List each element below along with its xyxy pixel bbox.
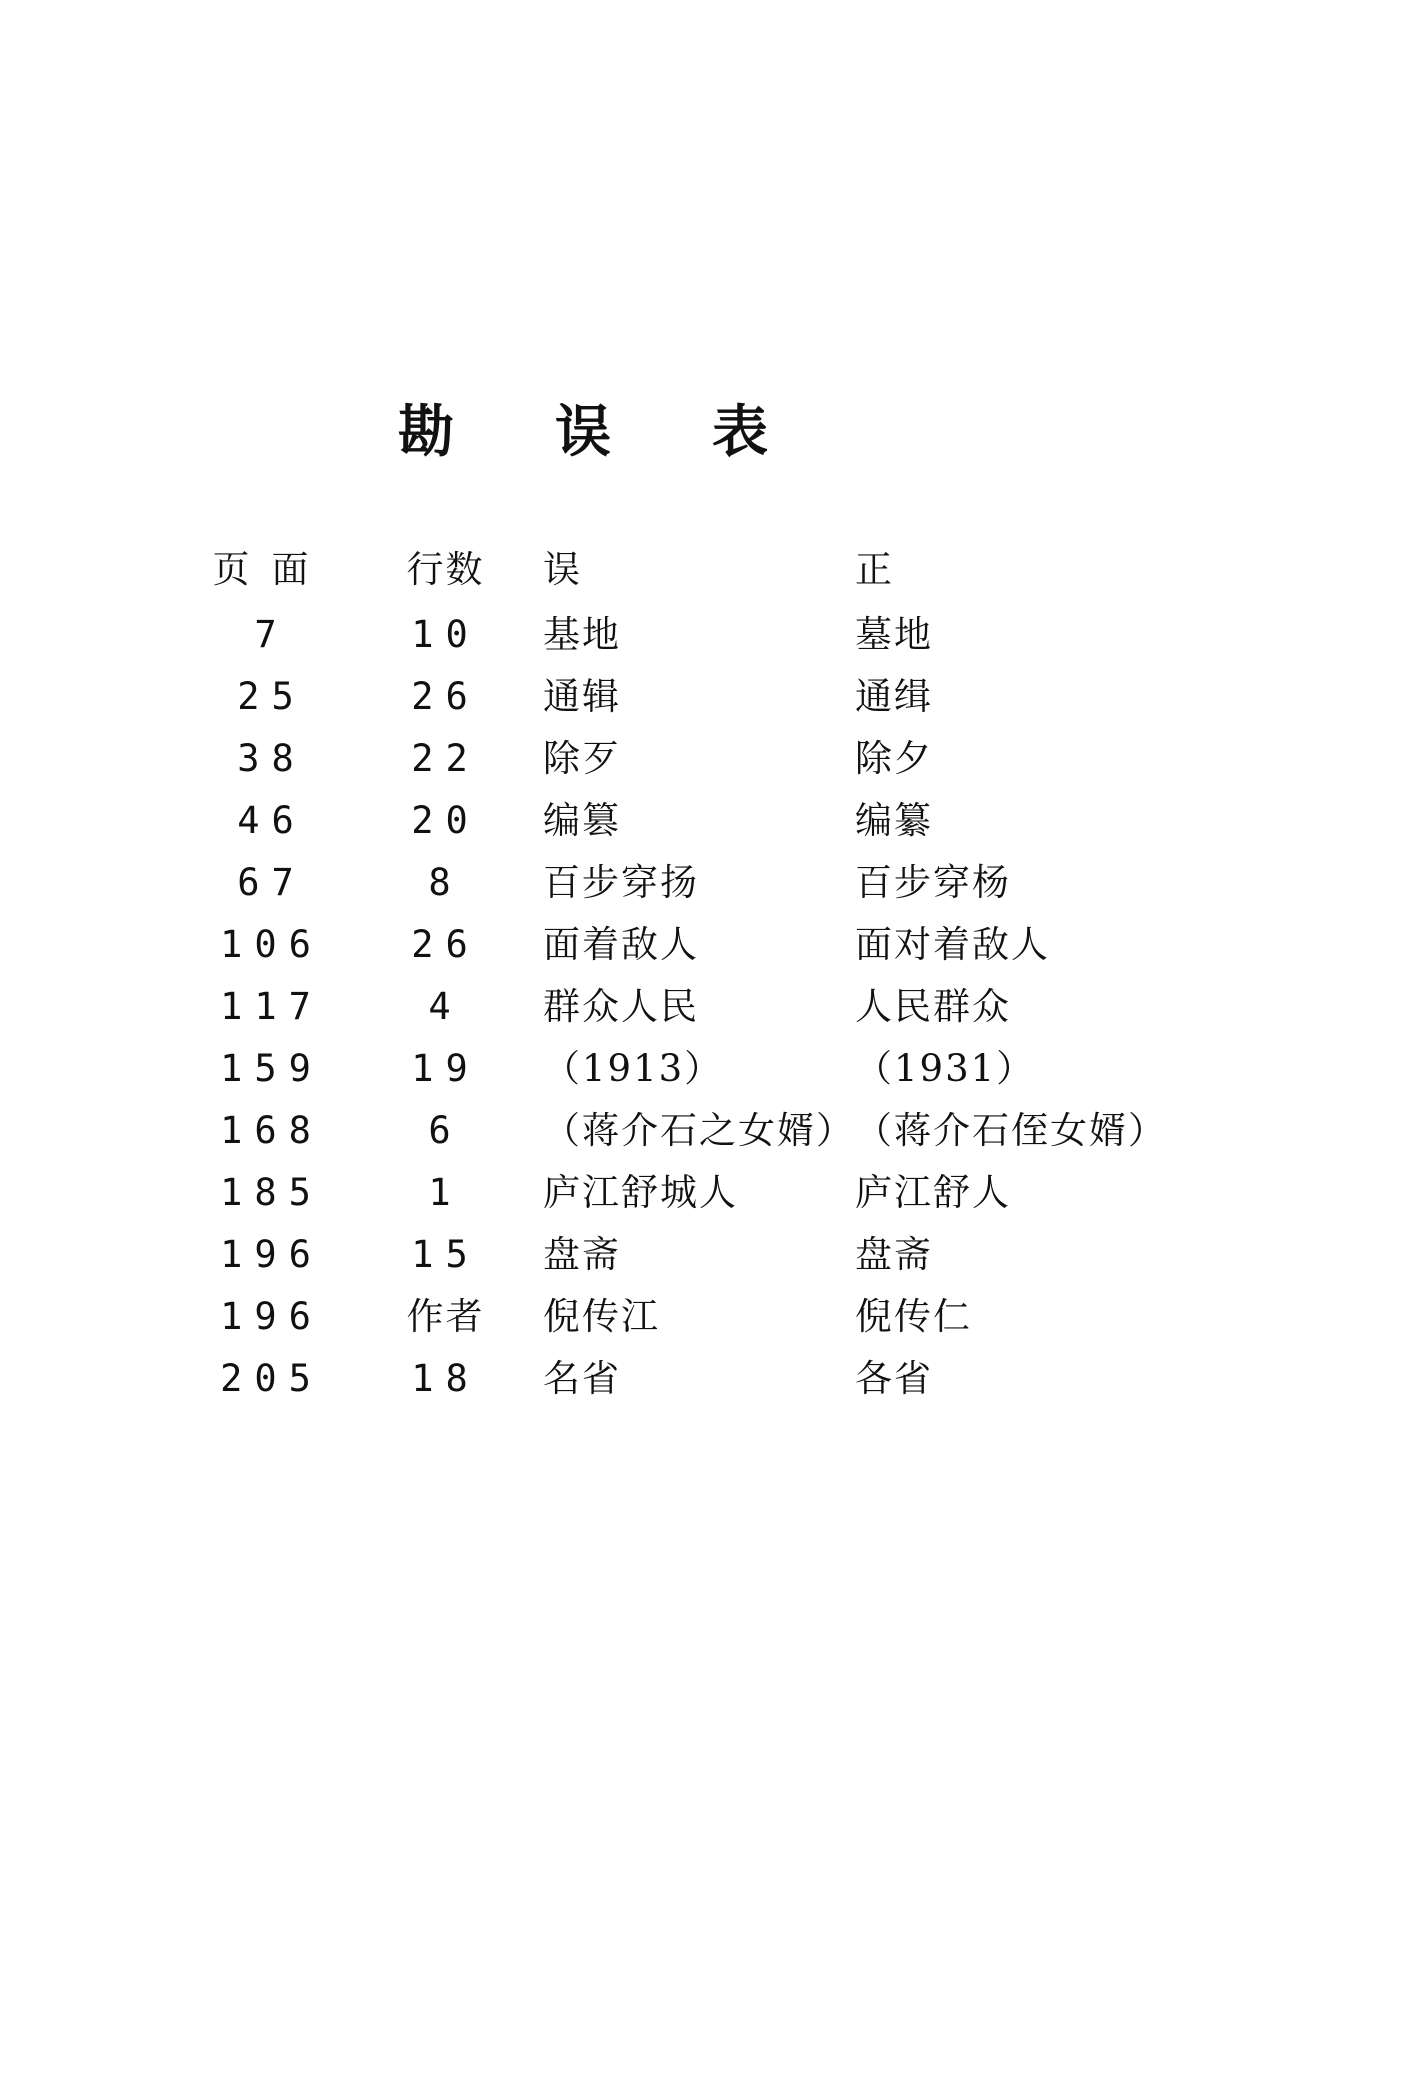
table-row	[195, 604, 1195, 666]
table-row	[195, 1286, 1195, 1348]
table-row	[195, 666, 1195, 728]
cell-wrong: 庐江舒城人	[543, 1171, 738, 1214]
cell-wrong: 百步穿扬	[543, 861, 699, 904]
column-header-wrong: 误	[543, 548, 582, 591]
table-row	[195, 852, 1195, 914]
cell-wrong: 面着敌人	[543, 923, 699, 966]
table-row	[195, 1162, 1195, 1224]
cell-page: 7	[254, 613, 289, 656]
cell-line: 20	[411, 799, 480, 842]
table-row	[195, 728, 1195, 790]
cell-wrong: 通辑	[543, 675, 621, 718]
column-header-correct: 正	[855, 548, 894, 591]
cell-page: 117	[220, 985, 323, 1028]
cell-line: 22	[411, 737, 480, 780]
cell-line: 8	[428, 861, 463, 904]
table-row	[195, 1038, 1195, 1100]
cell-correct: 百步穿杨	[855, 861, 1011, 904]
cell-correct: 盘斋	[855, 1233, 933, 1276]
cell-page: 106	[220, 923, 323, 966]
cell-correct: 墓地	[855, 613, 933, 656]
table-row	[195, 1100, 1195, 1162]
cell-correct: 编纂	[855, 799, 933, 842]
cell-line: 作者	[406, 1295, 485, 1338]
cell-wrong: 群众人民	[543, 985, 699, 1028]
cell-line: 26	[411, 675, 480, 718]
cell-page: 25	[237, 675, 306, 718]
cell-wrong: （蒋介石之女婿）	[543, 1109, 855, 1152]
cell-correct: 各省	[855, 1357, 933, 1400]
cell-page: 46	[237, 799, 306, 842]
cell-correct: 人民群众	[855, 985, 1011, 1028]
cell-wrong: 除歹	[543, 737, 621, 780]
cell-line: 15	[411, 1233, 480, 1276]
title-char: 勘	[398, 399, 454, 465]
cell-correct: 通缉	[855, 675, 933, 718]
cell-correct: 面对着敌人	[855, 923, 1050, 966]
cell-wrong: 编篡	[543, 799, 621, 842]
title-char: 表	[712, 399, 768, 465]
table-row	[195, 914, 1195, 976]
cell-correct: 庐江舒人	[855, 1171, 1011, 1214]
column-header-page: 页面	[212, 548, 331, 591]
cell-wrong: 名省	[543, 1357, 621, 1400]
cell-wrong: 倪传江	[543, 1295, 660, 1338]
cell-page: 205	[220, 1357, 323, 1400]
column-header-line: 行数	[406, 548, 485, 591]
cell-page: 185	[220, 1171, 323, 1214]
cell-page: 67	[237, 861, 306, 904]
cell-wrong: （1913）	[543, 1047, 724, 1090]
cell-line: 10	[411, 613, 480, 656]
title-char: 误	[555, 399, 611, 465]
header-row	[195, 536, 1195, 604]
table-row	[195, 976, 1195, 1038]
cell-page: 38	[237, 737, 306, 780]
cell-line: 4	[428, 985, 463, 1028]
cell-wrong: 盘斋	[543, 1233, 621, 1276]
cell-line: 1	[428, 1171, 463, 1214]
table-row	[195, 790, 1195, 852]
cell-page: 196	[220, 1295, 323, 1338]
cell-line: 6	[428, 1109, 463, 1152]
page-title	[395, 399, 771, 465]
cell-wrong: 基地	[543, 613, 621, 656]
table-row	[195, 1224, 1195, 1286]
cell-correct: 倪传仁	[855, 1295, 972, 1338]
cell-correct: （1931）	[855, 1047, 1036, 1090]
errata-table	[195, 536, 1195, 1410]
cell-correct: （蒋介石侄女婿）	[855, 1109, 1167, 1152]
cell-line: 18	[411, 1357, 480, 1400]
cell-page: 159	[220, 1047, 323, 1090]
cell-page: 168	[220, 1109, 323, 1152]
cell-line: 26	[411, 923, 480, 966]
cell-correct: 除夕	[855, 737, 933, 780]
cell-page: 196	[220, 1233, 323, 1276]
cell-line: 19	[411, 1047, 480, 1090]
table-row	[195, 1348, 1195, 1410]
